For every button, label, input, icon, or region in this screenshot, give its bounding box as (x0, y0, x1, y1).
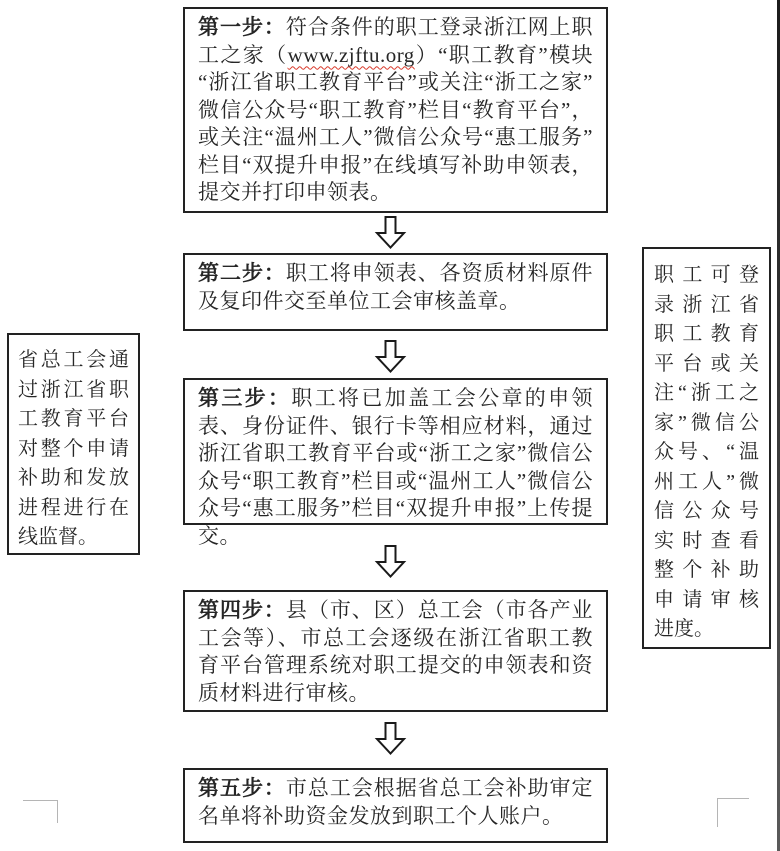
flow-step-1-box (183, 7, 608, 213)
flow-step-5-text (185, 770, 606, 830)
step-1-label: 第一步： (198, 15, 286, 39)
supervision-note-box (7, 333, 140, 555)
note-line: 申请审核 (654, 588, 759, 611)
note-line: 职工可登 (654, 264, 759, 286)
flow-step-1-text (185, 9, 606, 207)
note-line: 工教育平台 (18, 408, 129, 430)
flow-step-4-text (185, 592, 606, 707)
note-line: 省总工会通 (18, 349, 129, 371)
step-1-body-pre: 符合条件的职工登录浙江网上职工之家（ (198, 15, 594, 67)
note-line: 补助和发放 (18, 467, 129, 489)
note-line: 录浙江省 (654, 293, 759, 316)
down-arrow-icon (375, 216, 406, 249)
note-line: 家”微信公 (654, 411, 759, 434)
step-1-body-post: ）“职工教育”模块“浙江省职工教育平台”或关注“浙工之家”微信公众号“职工教育”栏目“教育平台”，或关注“温州工人”微信公众号“惠工服务”栏目“双提升申报”在线填写补助申领表，提交并打印申领表。 (198, 42, 593, 204)
note-line: 对整个申请 (18, 437, 129, 460)
flow-step-2-text (185, 255, 606, 315)
margin-corner-mark-left (23, 800, 58, 823)
note-line: 进程进行在 (18, 496, 129, 519)
step-3-label: 第三步： (198, 386, 292, 410)
flow-step-4-box (183, 590, 608, 712)
note-line: 信公众号 (654, 500, 759, 522)
note-line: 过浙江省职 (18, 378, 129, 401)
flow-step-2-box (183, 253, 608, 331)
step-4-body: 县（市、区）总工会（市各产业工会等）、市总工会逐级在浙江省职工教育平台管理系统对职工提交的申领表和资质材料进行审核。 (198, 598, 594, 705)
step-5-label: 第五步： (198, 776, 286, 800)
down-arrow-icon (375, 545, 406, 578)
note-line: 职工教育 (654, 323, 759, 345)
note-line: 整个补助 (654, 559, 759, 581)
step-4-label: 第四步： (198, 598, 286, 622)
step-5-body: 市总工会根据省总工会补助审定名单将补助资金发放到职工个人账户。 (198, 776, 594, 828)
flow-step-3-box (183, 378, 608, 548)
note-line: 众号、“温 (654, 441, 759, 463)
down-arrow-icon (375, 340, 406, 373)
note-line: 州工人”微 (654, 470, 759, 493)
note-line: 进度。 (654, 618, 714, 640)
progress-check-note-box (642, 247, 771, 649)
margin-corner-mark-right (717, 798, 749, 827)
down-arrow-icon (375, 722, 406, 755)
zjftu-url: www.zjftu.org (287, 42, 415, 67)
note-line: 实时查看 (654, 529, 759, 552)
flow-step-3-text (185, 380, 606, 550)
note-line: 线监督。 (18, 526, 98, 548)
step-3-body: 职工将已加盖工会公章的申领表、身份证件、银行卡等相应材料，通过浙江省职工教育平台或“浙工之家”微信公众号“职工教育”栏目或“温州工人”微信公众号“惠工服务”栏目“双提升申报”上传提交。 (198, 386, 593, 548)
flow-step-5-box (183, 768, 608, 843)
note-line: 注“浙工之 (654, 382, 759, 404)
step-2-label: 第二步： (198, 261, 286, 285)
step-2-body: 职工将申领表、各资质材料原件及复印件交至单位工会审核盖章。 (198, 261, 594, 313)
note-line: 平台或关 (654, 352, 759, 375)
